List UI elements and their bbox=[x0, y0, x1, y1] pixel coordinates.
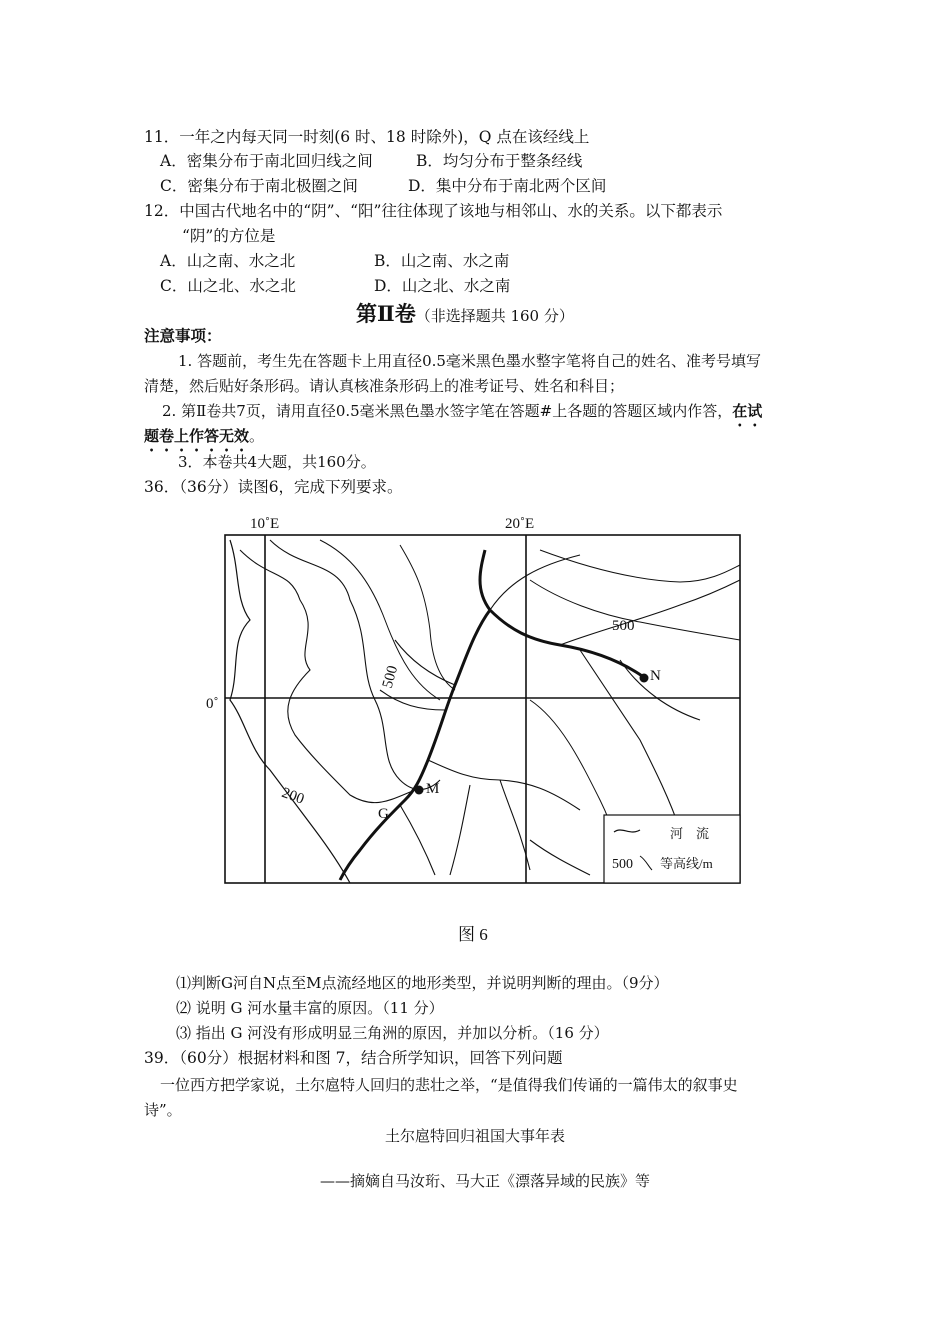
label-contour-200: 200 bbox=[279, 785, 307, 808]
q39-quote-line2: 诗”。 bbox=[144, 1101, 182, 1119]
label-contour-500-east: 500 bbox=[612, 618, 635, 634]
q39-stem: 39．（60分）根据材料和图 7，结合所学知识，回答下列问题 bbox=[144, 1049, 563, 1067]
notes-item2-text: 2. 第Ⅱ卷共7页，请用直径0.5毫米黑色墨水签字笔在答题#上各题的答题区域内作答， bbox=[162, 402, 733, 420]
label-10e: 10˚E bbox=[250, 516, 280, 532]
q12-option-d: D．山之北、水之南 bbox=[374, 277, 511, 295]
label-equator: 0˚ bbox=[206, 696, 219, 712]
q11-option-b: B．均匀分布于整条经线 bbox=[416, 152, 583, 170]
part2-title bbox=[356, 298, 574, 328]
notes-item3: 3．本卷共4大题，共160分。 bbox=[178, 453, 376, 471]
legend-river-label: 河 流 bbox=[670, 826, 710, 841]
notes-item2-emphasis: 在试 bbox=[732, 402, 763, 420]
contour-500-west bbox=[270, 540, 440, 789]
legend-contour-label: 等高线/m bbox=[660, 856, 713, 871]
notes-item1-line2: 清楚，然后贴好条形码。请认真核准条形码上的准考证号、姓名和科目； bbox=[144, 377, 625, 395]
part2-subtitle: （非选择题共 160 分） bbox=[415, 307, 574, 325]
contour-line-east-2 bbox=[540, 550, 740, 582]
q36-stem: 36．（36分）读图6，完成下列要求。 bbox=[144, 478, 403, 496]
q39-quote-line1: 一位西方把学家说，土尔扈特人回归的悲壮之举，“是值得我们传诵的一篇伟太的叙事史 bbox=[160, 1076, 738, 1094]
label-river-g: G bbox=[378, 806, 389, 822]
label-20e: 20˚E bbox=[505, 516, 535, 532]
figure6-map bbox=[200, 510, 760, 950]
q11-option-d: D．集中分布于南北两个区间 bbox=[408, 177, 607, 195]
notes-item2-end: 。 bbox=[249, 427, 265, 445]
point-n-marker bbox=[640, 674, 649, 683]
contour-200-line bbox=[230, 540, 350, 883]
notes-item2-emphasis-2: 题卷上作答无效 bbox=[144, 427, 250, 445]
q39-source: ——摘嫡自马汝珩、马大正《漂落异域的民族》等 bbox=[319, 1172, 650, 1190]
legend-contour-value: 500 bbox=[612, 857, 633, 872]
label-contour-500-west: 500 bbox=[379, 664, 402, 690]
notes-item1-line1: 1. 答题前，考生先在答题卡上用直径0.5毫米黑色墨水整字笔将自己的姓名、准考号填写 bbox=[178, 352, 761, 370]
q11-option-c: C．密集分布于南北极圈之间 bbox=[160, 177, 358, 195]
q12-stem-line2: “阴”的方位是 bbox=[182, 227, 276, 245]
q36-sub2: ⑵ 说明 G 河水量丰富的原因。（11 分） bbox=[176, 999, 444, 1017]
q12-option-b: B．山之南、水之南 bbox=[374, 252, 510, 270]
label-point-n: N bbox=[650, 668, 661, 684]
q12-option-c: C．山之北、水之北 bbox=[160, 277, 296, 295]
q12-option-a: A．山之南、水之北 bbox=[160, 252, 296, 270]
point-m-marker bbox=[415, 786, 424, 795]
q39-table-title: 土尔扈特回归祖国大事年表 bbox=[384, 1127, 565, 1145]
notes-heading: 注意事项： bbox=[144, 326, 222, 345]
label-point-m: M bbox=[426, 781, 440, 797]
q12-stem-line1: 12．中国古代地名中的“阴”、“阳”往往体现了该地与相邻山、水的关系。以下都表示 bbox=[144, 202, 723, 220]
q36-sub1: ⑴判断G河自N点至M点流经地区的地形类型，并说明判断的理由。（9分） bbox=[176, 974, 669, 992]
part2-title-main: 第Ⅱ卷 bbox=[356, 301, 416, 326]
contour-500-east bbox=[530, 580, 740, 640]
q11-option-a: A．密集分布于南北回归线之间 bbox=[160, 152, 373, 170]
river-g bbox=[340, 550, 645, 880]
contour-line-west-2 bbox=[320, 540, 440, 700]
q11-stem: 11．一年之内每天同一时刻(6 时、18 时除外)，Q 点在该经线上 bbox=[144, 128, 590, 146]
figure-caption: 图 6 bbox=[458, 925, 488, 944]
q36-sub3: ⑶ 指出 G 河没有形成明显三角洲的原因，并加以分析。（16 分） bbox=[176, 1024, 609, 1042]
